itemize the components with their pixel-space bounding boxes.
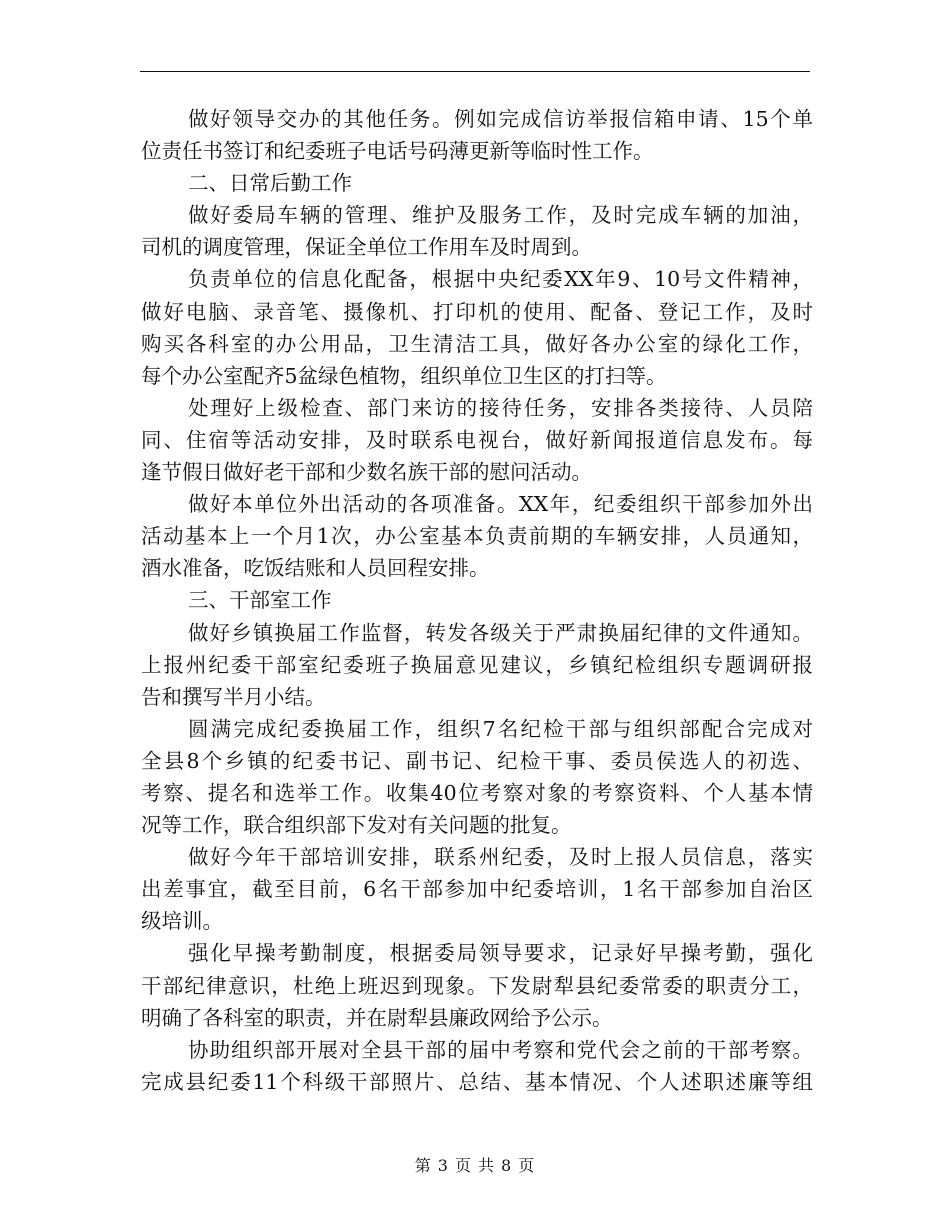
text-line: 干部纪律意识，杜绝上班迟到现象。下发尉犁县纪委常委的职责分工， xyxy=(141,973,813,998)
text-line: 位责任书签订和纪委班子电话号码薄更新等临时性工作。 xyxy=(141,139,654,164)
text-line: 圆满完成纪委换届工作，组织7名纪检干部与组织部配合完成对 xyxy=(188,716,813,741)
footer-suffix: 页 xyxy=(518,1156,536,1175)
text-line: 出差事宜，截至目前，6名干部参加中纪委培训，1名干部参加自治区 xyxy=(141,877,813,902)
text-line: 活动基本上一个月1次，办公室基本负责前期的车辆安排，人员通知， xyxy=(141,524,813,549)
text-line: 负责单位的信息化配备，根据中央纪委XX年9、10号文件精神， xyxy=(188,267,813,292)
text-line: 强化早操考勤制度，根据委局领导要求，记录好早操考勤，强化 xyxy=(188,941,813,966)
footer-current-page: 3 xyxy=(437,1156,449,1175)
text-line: 每个办公室配齐5盆绿色植物，组织单位卫生区的打扫等。 xyxy=(141,363,667,388)
text-line: 完成县纪委11个科级干部照片、总结、基本情况、个人述职述廉等组 xyxy=(141,1069,813,1094)
text-line: 考察、提名和选举工作。收集40位考察对象的考察资料、个人基本情 xyxy=(141,780,813,805)
text-line: 明确了各科室的职责，并在尉犁县廉政网给予公示。 xyxy=(141,1005,613,1030)
paragraph xyxy=(141,103,813,167)
paragraph xyxy=(141,1034,813,1098)
footer-total-pages: 8 xyxy=(501,1156,513,1175)
text-line: 做好领导交办的其他任务。例如完成信访举报信箱申请、15个单 xyxy=(188,107,813,131)
paragraph xyxy=(141,713,813,841)
text-line: 告和撰写半月小结。 xyxy=(141,684,326,709)
text-line: 做好今年干部培训安排，联系州纪委，及时上报人员信息，落实 xyxy=(188,845,813,870)
text-line: 司机的调度管理，保证全单位工作用车及时周到。 xyxy=(141,235,592,260)
footer-page-word: 页 xyxy=(454,1156,472,1175)
text-line: 况等工作，联合组织部下发对有关问题的批复。 xyxy=(141,813,572,838)
text-line: 处理好上级检查、部门来访的接待任务，安排各类接待、人员陪 xyxy=(188,395,813,420)
paragraph xyxy=(141,488,813,584)
text-line: 协助组织部开展对全县干部的届中考察和党代会之前的干部考察。 xyxy=(188,1037,813,1062)
text-line: 级培训。 xyxy=(141,909,223,934)
text-line: 上报州纪委干部室纪委班子换届意见建议，乡镇纪检组织专题调研报 xyxy=(141,652,813,677)
paragraph xyxy=(141,617,813,713)
paragraph xyxy=(141,937,813,1033)
paragraph xyxy=(141,841,813,937)
text-line: 购买各科室的办公用品，卫生清洁工具，做好各办公室的绿化工作， xyxy=(141,331,813,356)
text-line: 二、日常后勤工作 xyxy=(188,171,352,196)
text-line: 做好电脑、录音笔、摄像机、打印机的使用、配备、登记工作，及时 xyxy=(141,299,813,324)
section-heading xyxy=(141,167,813,199)
header-rule xyxy=(140,71,810,72)
text-line: 做好委局车辆的管理、维护及服务工作，及时完成车辆的加油， xyxy=(188,203,813,228)
page-footer xyxy=(0,1153,950,1176)
footer-total-word: 共 xyxy=(478,1156,496,1175)
footer-prefix: 第 xyxy=(414,1156,432,1175)
paragraph xyxy=(141,263,813,391)
paragraph xyxy=(141,392,813,488)
paragraph xyxy=(141,199,813,263)
text-line: 三、干部室工作 xyxy=(188,588,332,613)
text-line: 逢节假日做好老干部和少数名族干部的慰问活动。 xyxy=(141,460,592,485)
text-line: 酒水准备，吃饭结账和人员回程安排。 xyxy=(141,556,490,581)
text-line: 同、住宿等活动安排，及时联系电视台，做好新闻报道信息发布。每 xyxy=(141,427,813,452)
section-heading xyxy=(141,584,813,616)
text-line: 做好乡镇换届工作监督，转发各级关于严肃换届纪律的文件通知。 xyxy=(188,620,813,645)
document-body xyxy=(141,103,813,1098)
text-line: 做好本单位外出活动的各项准备。XX年，纪委组织干部参加外出 xyxy=(188,492,813,517)
text-line: 全县8个乡镇的纪委书记、副书记、纪检干事、委员侯选人的初选、 xyxy=(141,748,813,773)
